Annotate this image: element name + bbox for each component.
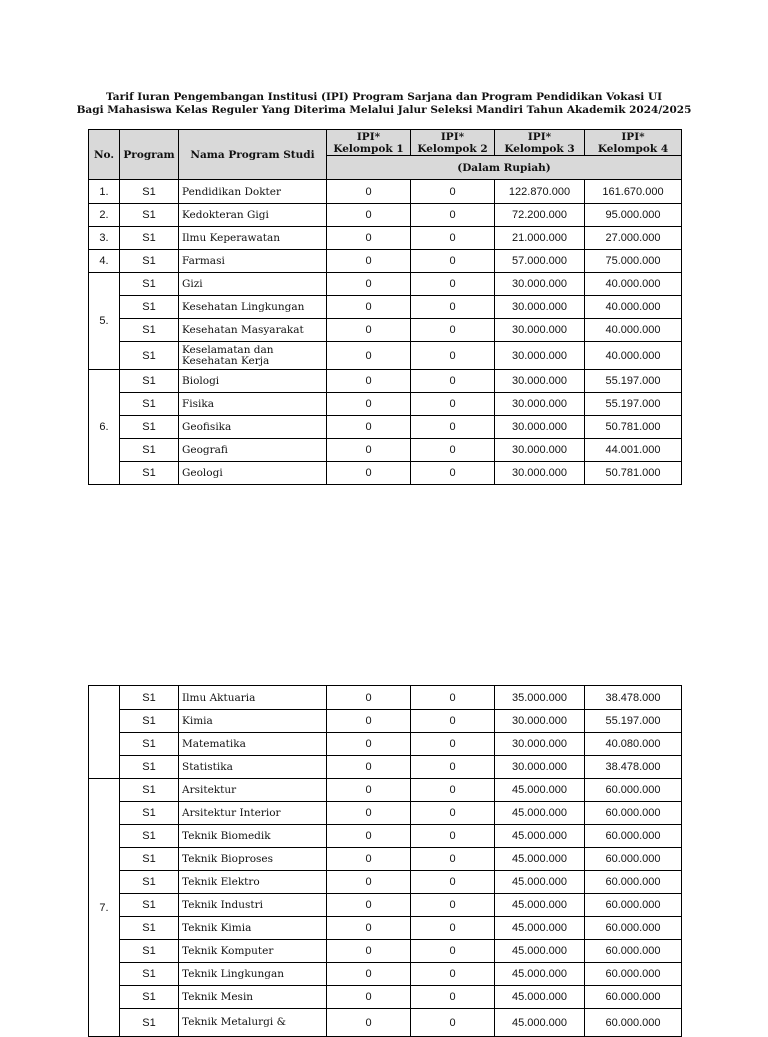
cell-nama-program-studi: Teknik Elektro — [179, 871, 327, 894]
cell-program: S1 — [120, 1009, 179, 1037]
cell-program: S1 — [120, 250, 179, 273]
header-nama-program-studi: Nama Program Studi — [179, 130, 327, 180]
cell-ipi-kelompok-1: 0 — [327, 273, 411, 296]
cell-ipi-kelompok-3: 45.000.000 — [495, 1009, 585, 1037]
cell-nama-program-studi: Teknik Kimia — [179, 917, 327, 940]
cell-ipi-kelompok-1: 0 — [327, 342, 411, 370]
cell-ipi-kelompok-4: 40.000.000 — [585, 342, 682, 370]
cell-no — [89, 686, 120, 779]
cell-ipi-kelompok-2: 0 — [411, 686, 495, 710]
cell-ipi-kelompok-3: 30.000.000 — [495, 342, 585, 370]
cell-ipi-kelompok-3: 30.000.000 — [495, 393, 585, 416]
cell-ipi-kelompok-4: 60.000.000 — [585, 871, 682, 894]
cell-program: S1 — [120, 986, 179, 1009]
cell-ipi-kelompok-2: 0 — [411, 273, 495, 296]
cell-ipi-kelompok-4: 60.000.000 — [585, 802, 682, 825]
table-row — [89, 756, 682, 779]
cell-ipi-kelompok-1: 0 — [327, 250, 411, 273]
table-row — [89, 917, 682, 940]
cell-nama-program-studi: Geologi — [179, 462, 327, 485]
table-row — [89, 273, 682, 296]
cell-ipi-kelompok-3: 30.000.000 — [495, 370, 585, 393]
cell-nama-program-studi: Ilmu Keperawatan — [179, 227, 327, 250]
table-row — [89, 802, 682, 825]
cell-ipi-kelompok-4: 60.000.000 — [585, 779, 682, 802]
table-row — [89, 871, 682, 894]
cell-program: S1 — [120, 416, 179, 439]
cell-ipi-kelompok-1: 0 — [327, 986, 411, 1009]
cell-ipi-kelompok-1: 0 — [327, 917, 411, 940]
header-ipi-kelompok-3: IPI* Kelompok 3 — [495, 130, 585, 156]
cell-nama-program-studi: Pendidikan Dokter — [179, 180, 327, 204]
cell-ipi-kelompok-3: 45.000.000 — [495, 848, 585, 871]
cell-ipi-kelompok-2: 0 — [411, 393, 495, 416]
cell-program: S1 — [120, 296, 179, 319]
table-row — [89, 227, 682, 250]
cell-ipi-kelompok-4: 40.000.000 — [585, 273, 682, 296]
cell-program: S1 — [120, 462, 179, 485]
table-row — [89, 250, 682, 273]
cell-program: S1 — [120, 894, 179, 917]
cell-ipi-kelompok-2: 0 — [411, 825, 495, 848]
cell-ipi-kelompok-4: 60.000.000 — [585, 986, 682, 1009]
cell-ipi-kelompok-3: 122.870.000 — [495, 180, 585, 204]
cell-ipi-kelompok-1: 0 — [327, 296, 411, 319]
cell-ipi-kelompok-4: 40.000.000 — [585, 319, 682, 342]
cell-ipi-kelompok-2: 0 — [411, 462, 495, 485]
cell-ipi-kelompok-4: 60.000.000 — [585, 894, 682, 917]
cell-nama-program-studi: Teknik Biomedik — [179, 825, 327, 848]
cell-program: S1 — [120, 439, 179, 462]
cell-nama-program-studi: Kimia — [179, 710, 327, 733]
table-row — [89, 204, 682, 227]
cell-nama-program-studi: Geofisika — [179, 416, 327, 439]
cell-nama-program-studi: Fisika — [179, 393, 327, 416]
cell-nama-program-studi: Teknik Bioproses — [179, 848, 327, 871]
table-row — [89, 710, 682, 733]
cell-ipi-kelompok-1: 0 — [327, 802, 411, 825]
cell-nama-program-studi: Kesehatan Masyarakat — [179, 319, 327, 342]
cell-ipi-kelompok-1: 0 — [327, 710, 411, 733]
cell-ipi-kelompok-3: 57.000.000 — [495, 250, 585, 273]
cell-ipi-kelompok-4: 60.000.000 — [585, 917, 682, 940]
cell-ipi-kelompok-1: 0 — [327, 963, 411, 986]
table-row — [89, 825, 682, 848]
cell-ipi-kelompok-3: 30.000.000 — [495, 319, 585, 342]
cell-ipi-kelompok-4: 60.000.000 — [585, 963, 682, 986]
fee-table-part-1 — [88, 129, 682, 485]
cell-ipi-kelompok-4: 38.478.000 — [585, 686, 682, 710]
cell-no: 4. — [89, 250, 120, 273]
cell-ipi-kelompok-3: 45.000.000 — [495, 802, 585, 825]
cell-ipi-kelompok-3: 30.000.000 — [495, 439, 585, 462]
cell-no: 2. — [89, 204, 120, 227]
cell-ipi-kelompok-4: 38.478.000 — [585, 756, 682, 779]
cell-ipi-kelompok-2: 0 — [411, 250, 495, 273]
cell-ipi-kelompok-4: 55.197.000 — [585, 710, 682, 733]
table-row — [89, 686, 682, 710]
cell-ipi-kelompok-1: 0 — [327, 756, 411, 779]
cell-nama-program-studi: Gizi — [179, 273, 327, 296]
fee-table-part-2 — [88, 685, 682, 1037]
table-row — [89, 848, 682, 871]
cell-program: S1 — [120, 825, 179, 848]
table-row — [89, 319, 682, 342]
cell-nama-program-studi: Ilmu Aktuaria — [179, 686, 327, 710]
cell-ipi-kelompok-3: 45.000.000 — [495, 779, 585, 802]
cell-ipi-kelompok-1: 0 — [327, 462, 411, 485]
cell-ipi-kelompok-3: 45.000.000 — [495, 986, 585, 1009]
cell-ipi-kelompok-1: 0 — [327, 393, 411, 416]
cell-ipi-kelompok-1: 0 — [327, 319, 411, 342]
cell-ipi-kelompok-4: 50.781.000 — [585, 416, 682, 439]
cell-program: S1 — [120, 963, 179, 986]
cell-nama-program-studi: Kedokteran Gigi — [179, 204, 327, 227]
cell-ipi-kelompok-4: 60.000.000 — [585, 940, 682, 963]
cell-nama-program-studi: Biologi — [179, 370, 327, 393]
cell-ipi-kelompok-1: 0 — [327, 370, 411, 393]
cell-program: S1 — [120, 940, 179, 963]
cell-ipi-kelompok-2: 0 — [411, 710, 495, 733]
table-row — [89, 393, 682, 416]
cell-ipi-kelompok-4: 60.000.000 — [585, 825, 682, 848]
cell-ipi-kelompok-2: 0 — [411, 779, 495, 802]
cell-no: 6. — [89, 370, 120, 485]
header-ipi-kelompok-4: IPI* Kelompok 4 — [585, 130, 682, 156]
cell-ipi-kelompok-2: 0 — [411, 917, 495, 940]
cell-ipi-kelompok-2: 0 — [411, 802, 495, 825]
header-no: No. — [89, 130, 120, 180]
cell-ipi-kelompok-1: 0 — [327, 894, 411, 917]
cell-ipi-kelompok-2: 0 — [411, 296, 495, 319]
cell-program: S1 — [120, 779, 179, 802]
cell-ipi-kelompok-2: 0 — [411, 986, 495, 1009]
table-row — [89, 963, 682, 986]
cell-no: 1. — [89, 180, 120, 204]
cell-ipi-kelompok-3: 45.000.000 — [495, 825, 585, 848]
cell-nama-program-studi: Teknik Lingkungan — [179, 963, 327, 986]
cell-program: S1 — [120, 710, 179, 733]
cell-ipi-kelompok-3: 35.000.000 — [495, 686, 585, 710]
cell-program: S1 — [120, 802, 179, 825]
cell-ipi-kelompok-3: 30.000.000 — [495, 756, 585, 779]
cell-program: S1 — [120, 273, 179, 296]
cell-ipi-kelompok-3: 30.000.000 — [495, 733, 585, 756]
cell-ipi-kelompok-2: 0 — [411, 342, 495, 370]
cell-program: S1 — [120, 871, 179, 894]
cell-ipi-kelompok-4: 40.000.000 — [585, 296, 682, 319]
cell-ipi-kelompok-2: 0 — [411, 848, 495, 871]
cell-ipi-kelompok-1: 0 — [327, 871, 411, 894]
cell-ipi-kelompok-1: 0 — [327, 227, 411, 250]
table-row — [89, 986, 682, 1009]
cell-nama-program-studi: Teknik Komputer — [179, 940, 327, 963]
table-row — [89, 342, 682, 370]
cell-program: S1 — [120, 733, 179, 756]
cell-ipi-kelompok-1: 0 — [327, 1009, 411, 1037]
cell-program: S1 — [120, 180, 179, 204]
cell-program: S1 — [120, 370, 179, 393]
cell-ipi-kelompok-3: 30.000.000 — [495, 462, 585, 485]
cell-ipi-kelompok-3: 30.000.000 — [495, 296, 585, 319]
document-title-line-1: Tarif Iuran Pengembangan Institusi (IPI) Program Sarjana dan Program Pendidikan Vokasi UI — [105, 91, 663, 103]
cell-ipi-kelompok-2: 0 — [411, 963, 495, 986]
table-row — [89, 779, 682, 802]
table-row — [89, 894, 682, 917]
cell-ipi-kelompok-2: 0 — [411, 871, 495, 894]
cell-no: 7. — [89, 779, 120, 1037]
cell-ipi-kelompok-2: 0 — [411, 180, 495, 204]
cell-program: S1 — [120, 227, 179, 250]
cell-ipi-kelompok-2: 0 — [411, 227, 495, 250]
cell-no: 5. — [89, 273, 120, 370]
cell-ipi-kelompok-2: 0 — [411, 940, 495, 963]
cell-ipi-kelompok-2: 0 — [411, 416, 495, 439]
cell-ipi-kelompok-3: 45.000.000 — [495, 894, 585, 917]
cell-ipi-kelompok-4: 75.000.000 — [585, 250, 682, 273]
header-ipi-kelompok-1: IPI* Kelompok 1 — [327, 130, 411, 156]
cell-nama-program-studi: Teknik Mesin — [179, 986, 327, 1009]
cell-ipi-kelompok-2: 0 — [411, 733, 495, 756]
cell-ipi-kelompok-2: 0 — [411, 1009, 495, 1037]
cell-program: S1 — [120, 342, 179, 370]
cell-ipi-kelompok-3: 30.000.000 — [495, 710, 585, 733]
cell-ipi-kelompok-3: 45.000.000 — [495, 963, 585, 986]
cell-ipi-kelompok-1: 0 — [327, 848, 411, 871]
header-ipi-kelompok-2: IPI* Kelompok 2 — [411, 130, 495, 156]
table-row — [89, 940, 682, 963]
cell-ipi-kelompok-2: 0 — [411, 204, 495, 227]
cell-ipi-kelompok-1: 0 — [327, 779, 411, 802]
cell-ipi-kelompok-4: 44.001.000 — [585, 439, 682, 462]
cell-nama-program-studi: Geografi — [179, 439, 327, 462]
cell-ipi-kelompok-1: 0 — [327, 686, 411, 710]
table-row — [89, 370, 682, 393]
cell-ipi-kelompok-4: 55.197.000 — [585, 370, 682, 393]
cell-program: S1 — [120, 848, 179, 871]
cell-ipi-kelompok-4: 60.000.000 — [585, 848, 682, 871]
cell-ipi-kelompok-2: 0 — [411, 319, 495, 342]
cell-ipi-kelompok-2: 0 — [411, 439, 495, 462]
cell-ipi-kelompok-1: 0 — [327, 733, 411, 756]
cell-program: S1 — [120, 756, 179, 779]
cell-ipi-kelompok-1: 0 — [327, 180, 411, 204]
cell-ipi-kelompok-3: 45.000.000 — [495, 871, 585, 894]
cell-ipi-kelompok-4: 50.781.000 — [585, 462, 682, 485]
cell-ipi-kelompok-3: 21.000.000 — [495, 227, 585, 250]
header-program: Program — [120, 130, 179, 180]
table-row — [89, 296, 682, 319]
cell-ipi-kelompok-4: 161.670.000 — [585, 180, 682, 204]
table-row — [89, 733, 682, 756]
header-unit: (Dalam Rupiah) — [327, 156, 682, 180]
cell-ipi-kelompok-3: 30.000.000 — [495, 273, 585, 296]
cell-ipi-kelompok-3: 72.200.000 — [495, 204, 585, 227]
cell-program: S1 — [120, 686, 179, 710]
document-title-line-2: Bagi Mahasiswa Kelas Reguler Yang Diterima Melalui Jalur Seleksi Mandiri Tahun Akademik 2024/2025 — [76, 104, 692, 116]
cell-ipi-kelompok-1: 0 — [327, 825, 411, 848]
cell-program: S1 — [120, 917, 179, 940]
cell-ipi-kelompok-4: 27.000.000 — [585, 227, 682, 250]
cell-ipi-kelompok-1: 0 — [327, 439, 411, 462]
cell-nama-program-studi: Teknik Metalurgi & — [179, 1009, 327, 1037]
cell-ipi-kelompok-3: 45.000.000 — [495, 940, 585, 963]
cell-nama-program-studi: Statistika — [179, 756, 327, 779]
cell-ipi-kelompok-2: 0 — [411, 894, 495, 917]
cell-program: S1 — [120, 393, 179, 416]
cell-ipi-kelompok-3: 45.000.000 — [495, 917, 585, 940]
cell-ipi-kelompok-4: 40.080.000 — [585, 733, 682, 756]
cell-nama-program-studi: Arsitektur — [179, 779, 327, 802]
cell-nama-program-studi: Kesehatan Lingkungan — [179, 296, 327, 319]
table-row — [89, 462, 682, 485]
cell-ipi-kelompok-1: 0 — [327, 940, 411, 963]
cell-nama-program-studi: Teknik Industri — [179, 894, 327, 917]
cell-ipi-kelompok-4: 95.000.000 — [585, 204, 682, 227]
cell-ipi-kelompok-4: 55.197.000 — [585, 393, 682, 416]
table-row — [89, 1009, 682, 1037]
table-row — [89, 180, 682, 204]
cell-program: S1 — [120, 319, 179, 342]
cell-ipi-kelompok-2: 0 — [411, 370, 495, 393]
cell-nama-program-studi: Matematika — [179, 733, 327, 756]
cell-nama-program-studi: Keselamatan dan Kesehatan Kerja — [179, 342, 327, 370]
cell-no: 3. — [89, 227, 120, 250]
cell-nama-program-studi: Farmasi — [179, 250, 327, 273]
cell-ipi-kelompok-1: 0 — [327, 416, 411, 439]
table-row — [89, 439, 682, 462]
cell-ipi-kelompok-1: 0 — [327, 204, 411, 227]
cell-ipi-kelompok-3: 30.000.000 — [495, 416, 585, 439]
table-row — [89, 416, 682, 439]
cell-ipi-kelompok-2: 0 — [411, 756, 495, 779]
cell-ipi-kelompok-4: 60.000.000 — [585, 1009, 682, 1037]
cell-program: S1 — [120, 204, 179, 227]
cell-nama-program-studi: Arsitektur Interior — [179, 802, 327, 825]
